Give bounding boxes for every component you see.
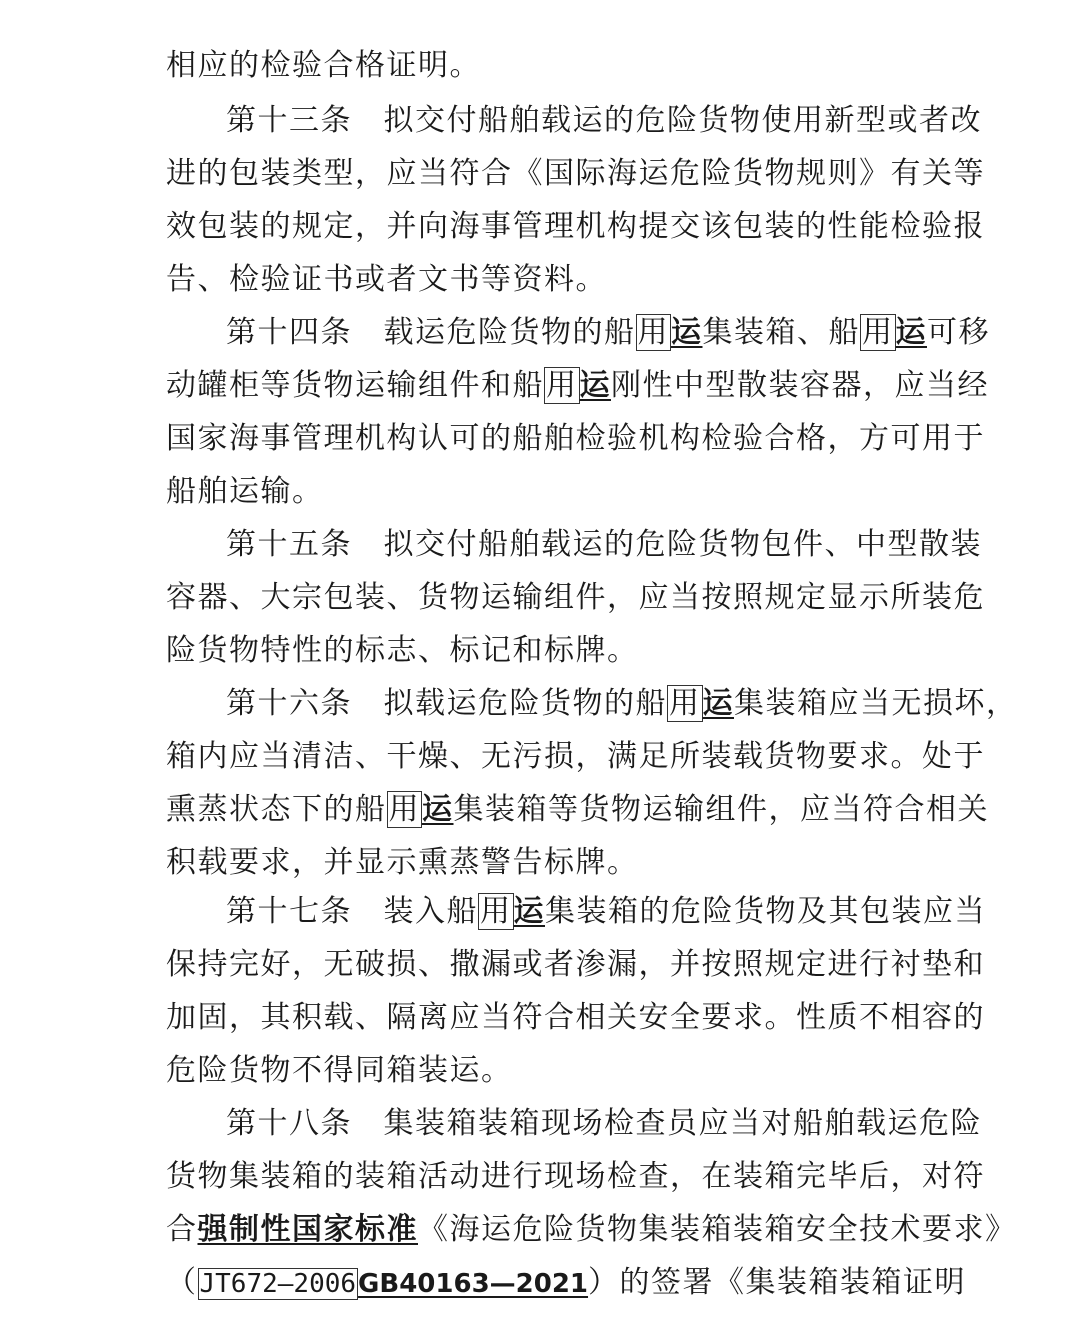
text: 集装箱应当无损坏， (734, 686, 1018, 721)
text: 集装箱等货物运输组件，应当符合相关 (453, 792, 989, 827)
text: 第十四条 载运危险货物的船 (226, 315, 636, 350)
text: 《海运危险货物集装箱装箱安全技术要求》 (418, 1212, 1017, 1247)
text: 第十五条 拟交付船舶载运的危险货物包件、中型散装 (226, 527, 982, 562)
article-13-line-3 (166, 207, 985, 247)
text: ）的签署《集装箱装箱证明 (588, 1265, 967, 1300)
article-18-line-1 (226, 1104, 982, 1144)
article-14-line-1 (226, 313, 990, 353)
article-18-line-2 (166, 1157, 985, 1197)
inserted-char: 运 (671, 315, 703, 350)
inserted-char: 运 (513, 894, 545, 929)
text: 保持完好，无破损、撒漏或者渗漏，并按照规定进行衬垫和 (166, 947, 985, 982)
article-13-line-2 (166, 154, 985, 194)
text: 告、检验证书或者文书等资料。 (166, 262, 607, 297)
deleted-char: 用 (480, 894, 512, 929)
text: 效包装的规定，并向海事管理机构提交该包装的性能检验报 (166, 209, 985, 244)
article-15-line-3 (166, 631, 639, 671)
text: （ (166, 1265, 198, 1300)
article-14-line-4 (166, 472, 324, 512)
text: 集装箱的危险货物及其包装应当 (545, 894, 986, 929)
text: 国家海事管理机构认可的船舶检验机构检验合格，方可用于 (166, 421, 985, 456)
text: 货物集装箱的装箱活动进行现场检查，在装箱完毕后，对符 (166, 1159, 985, 1194)
article-16-line-1 (226, 684, 1018, 724)
deleted-char: 用 (862, 315, 894, 350)
text: 第十八条 集装箱装箱现场检查员应当对船舶载运危险 (226, 1106, 982, 1141)
deleted-char: 用 (546, 368, 578, 403)
article-15-line-1 (226, 525, 982, 565)
article-13-line-1 (226, 101, 982, 141)
text: 容器、大宗包装、货物运输组件，应当按照规定显示所装危 (166, 580, 985, 615)
text: 熏蒸状态下的船 (166, 792, 387, 827)
article-16-line-2 (166, 737, 985, 777)
text: 可移 (927, 315, 990, 350)
article-17-line-3 (166, 998, 985, 1038)
inserted-char: 运 (422, 792, 454, 827)
text: 危险货物不得同箱装运。 (166, 1053, 513, 1088)
text: 积载要求，并显示熏蒸警告标牌。 (166, 845, 639, 880)
text: 动罐柜等货物运输组件和船 (166, 368, 544, 403)
deleted-char: 用 (637, 315, 669, 350)
deleted-char: 用 (388, 792, 420, 827)
article-16-line-3 (166, 790, 989, 830)
article-18-line-3 (166, 1210, 1017, 1250)
text: 第十七条 装入船 (226, 894, 478, 929)
deleted-char: 用 (669, 686, 701, 721)
paragraph-line (166, 46, 481, 86)
article-14-line-2 (166, 366, 989, 406)
article-15-line-2 (166, 578, 985, 618)
text: 合 (166, 1212, 198, 1247)
article-17-line-2 (166, 945, 985, 985)
article-17-line-4 (166, 1051, 513, 1091)
article-17-line-1 (226, 892, 986, 932)
text: 险货物特性的标志、标记和标牌。 (166, 633, 639, 668)
text: 刚性中型散装容器，应当经 (611, 368, 989, 403)
article-18-line-4 (166, 1263, 966, 1304)
inserted-text: GB40163—2021 (358, 1269, 589, 1299)
text: 箱内应当清洁、干燥、无污损，满足所装载货物要求。处于 (166, 739, 985, 774)
text: 相应的检验合格证明。 (166, 48, 481, 83)
article-16-line-4 (166, 843, 639, 883)
text: 加固，其积载、隔离应当符合相关安全要求。性质不相容的 (166, 1000, 985, 1035)
inserted-char: 运 (579, 368, 611, 403)
text: 船舶运输。 (166, 474, 324, 509)
article-14-line-3 (166, 419, 985, 459)
deleted-text: JT672—2006 (199, 1269, 357, 1299)
inserted-text: 强制性国家标准 (197, 1212, 418, 1247)
text: 进的包装类型，应当符合《国际海运危险货物规则》有关等 (166, 156, 985, 191)
inserted-char: 运 (895, 315, 927, 350)
text: 第十六条 拟载运危险货物的船 (226, 686, 667, 721)
article-13-line-4 (166, 260, 607, 300)
text: 第十三条 拟交付船舶载运的危险货物使用新型或者改 (226, 103, 982, 138)
inserted-char: 运 (702, 686, 734, 721)
text: 集装箱、船 (702, 315, 860, 350)
